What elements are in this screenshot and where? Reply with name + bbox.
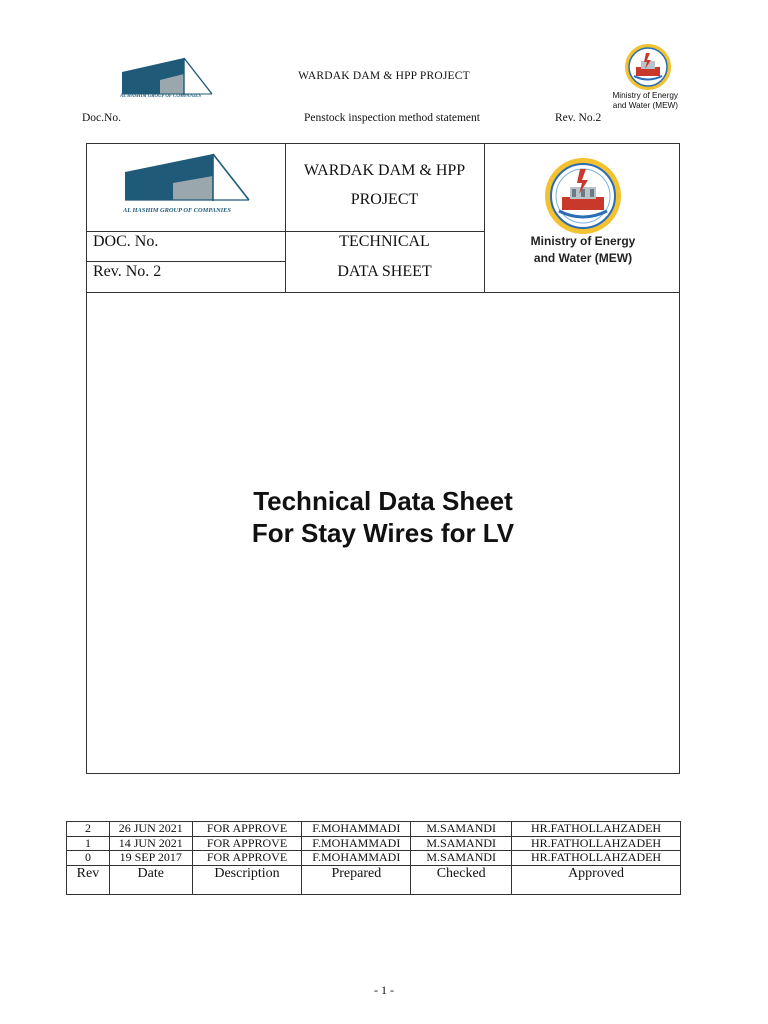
title-block-type-line1: TECHNICAL (339, 233, 430, 250)
table-header-row (67, 865, 681, 894)
date-cell: 14 JUN 2021 (109, 836, 192, 851)
header-prepared: Prepared (302, 865, 411, 894)
title-block-mew-logo (542, 157, 624, 240)
revision-table (66, 821, 681, 895)
cover-frame (86, 143, 680, 774)
rev-cell: 2 (67, 822, 110, 837)
header-mew-caption-line2: and Water (MEW) (612, 101, 678, 110)
checked-cell: M.SAMANDI (411, 851, 512, 866)
title-block-company-logo (123, 150, 253, 220)
title-block-rev-no: Rev. No. 2 (93, 263, 162, 280)
table-row (67, 822, 681, 837)
header-mew-logo (624, 43, 672, 96)
checked-cell: M.SAMANDI (411, 822, 512, 837)
title-block-type-line2: DATA SHEET (337, 263, 432, 280)
date-cell: 19 SEP 2017 (109, 851, 192, 866)
header-description: Description (192, 865, 302, 894)
document-title-line1: Technical Data Sheet (253, 486, 513, 516)
table-row (67, 851, 681, 866)
title-block-project (285, 156, 484, 214)
page-number: - 1 - (374, 983, 394, 997)
header-checked: Checked (411, 865, 512, 894)
header-project-title: WARDAK DAM & HPP PROJECT (298, 70, 470, 82)
header-approved: Approved (512, 865, 681, 894)
table-row (67, 836, 681, 851)
header-doc-no-label: Doc.No. (82, 112, 121, 124)
header-rev: Rev (67, 865, 110, 894)
header-subject: Penstock inspection method statement (304, 112, 480, 124)
description-cell: FOR APPROVE (192, 836, 302, 851)
title-block-project-line2: PROJECT (350, 191, 419, 208)
checked-cell: M.SAMANDI (411, 836, 512, 851)
header-mew-caption (600, 91, 678, 111)
header-date: Date (109, 865, 192, 894)
title-block-project-line1: WARDAK DAM & HPP (303, 162, 466, 179)
prepared-cell: F.MOHAMMADI (302, 836, 411, 851)
prepared-cell: F.MOHAMMADI (302, 822, 411, 837)
document-title-line2: For Stay Wires for LV (251, 518, 515, 548)
title-block-mew-line1: Ministry of Energy (530, 234, 636, 248)
description-cell: FOR APPROVE (192, 822, 302, 837)
prepared-cell: F.MOHAMMADI (302, 851, 411, 866)
rev-cell: 1 (67, 836, 110, 851)
title-block-doc-no: DOC. No. (93, 233, 159, 250)
description-cell: FOR APPROVE (192, 851, 302, 866)
document-title (87, 485, 679, 549)
date-cell: 26 JUN 2021 (109, 822, 192, 837)
title-block-mew-line2: and Water (MEW) (533, 251, 633, 265)
approved-cell: HR.FATHOLLAHZADEH (512, 851, 681, 866)
approved-cell: HR.FATHOLLAHZADEH (512, 836, 681, 851)
header-mew-caption-line1: Ministry of Energy (612, 91, 678, 100)
header-company-logo-text: AL HASHIM GROUP OF COMPANIES (120, 94, 202, 99)
header-rev-label: Rev. No.2 (555, 112, 602, 124)
rev-cell: 0 (67, 851, 110, 866)
title-block-mew-caption (507, 233, 659, 267)
approved-cell: HR.FATHOLLAHZADEH (512, 822, 681, 837)
title-block-company-logo-text: AL HASHIM GROUP OF COMPANIES (123, 207, 231, 214)
